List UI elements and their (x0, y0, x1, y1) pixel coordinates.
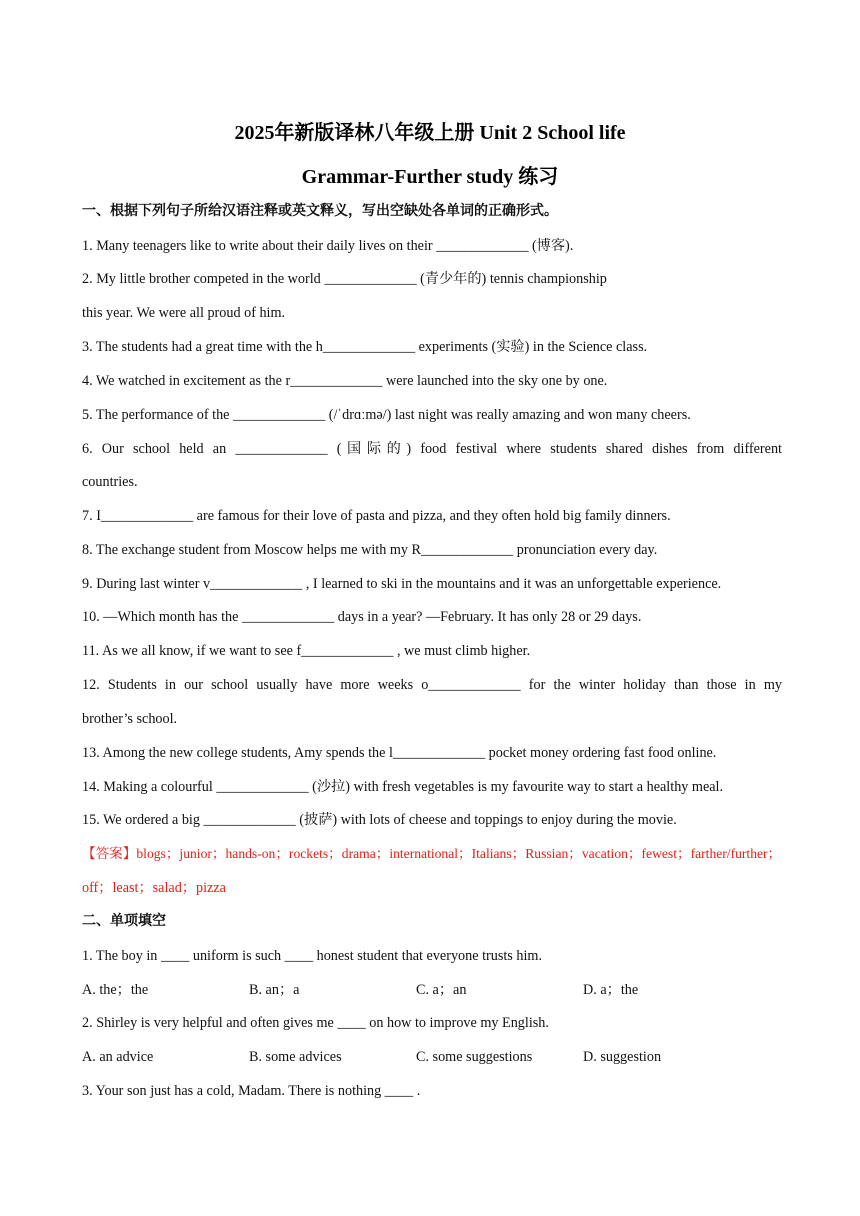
option-c: C. a；an (416, 982, 467, 998)
option-a: A. an advice (82, 1049, 154, 1065)
exercise-line: 15. We ordered a big _____________ (披萨) with lots of cheese and toppings to enjoy during the movie. (82, 812, 677, 828)
answer-tag: 【答案】 (82, 846, 137, 861)
exercise-line: 12. Students in our school usually have more weeks o_____________ for the winter holiday than those in my (82, 677, 782, 693)
answer-key-line: off；least；salad；pizza (82, 880, 226, 896)
exercise-line: countries. (82, 474, 138, 490)
question-3: 3. Your son just has a cold, Madam. There is nothing ____ . (82, 1083, 421, 1099)
option-b: B. an；a (249, 982, 300, 998)
exercise-line: 7. I_____________ are famous for their love of pasta and pizza, and they often hold big family dinners. (82, 508, 671, 524)
option-a: A. the；the (82, 982, 149, 998)
question-2: 2. Shirley is very helpful and often gives me ____ on how to improve my English. (82, 1015, 549, 1031)
option-d: D. suggestion (583, 1049, 662, 1065)
exercise-line: 9. During last winter v_____________ , I learned to ski in the mountains and it was an unforgettable experience. (82, 576, 722, 592)
exercise-line: this year. We were all proud of him. (82, 305, 286, 321)
exercise-line: 11. As we all know, if we want to see f_____________ , we must climb higher. (82, 643, 531, 659)
exercise-line: 2. My little brother competed in the world _____________ (青少年的) tennis championship (82, 271, 607, 287)
section-1-heading: 一、根据下列句子所给汉语注释或英文释义，写出空缺处各单词的正确形式。 (82, 204, 558, 219)
exercise-line: brother’s school. (82, 711, 178, 727)
option-b: B. some advices (249, 1049, 342, 1065)
exercise-line: 5. The performance of the _____________ (/ˈdrɑːmə/) last night was really amazing and won many cheers. (82, 407, 691, 423)
exercise-line: 13. Among the new college students, Amy spends the l_____________ pocket money ordering fast food online. (82, 745, 717, 761)
option-d: D. a；the (583, 982, 639, 998)
exercise-line: 6. Our school held an _____________ (国际的) food festival where students shared dishes from different (82, 441, 782, 457)
section-2-heading: 二、单项填空 (82, 914, 166, 929)
question-1: 1. The boy in ____ uniform is such ____ honest student that everyone trusts him. (82, 948, 542, 964)
answer-text: blogs；junior；hands-on；rockets；drama；international；Italians；Russian；vacation；fewest；farther/further； (136, 846, 782, 861)
exercise-line: 10. —Which month has the _____________ days in a year? —February. It has only 28 or 29 days. (82, 609, 642, 625)
document-subtitle: Grammar-Further study 练习 (301, 166, 559, 188)
answer-key-line (82, 844, 782, 864)
exercise-line: 3. The students had a great time with the h_____________ experiments (实验) in the Science class. (82, 339, 648, 355)
document-title: 2025年新版译林八年级上册 Unit 2 School life (234, 122, 626, 144)
exercise-line: 14. Making a colourful _____________ (沙拉) with fresh vegetables is my favourite way to start a healthy meal. (82, 779, 724, 795)
exercise-line: 8. The exchange student from Moscow helps me with my R_____________ pronunciation every day. (82, 542, 658, 558)
exercise-line: 1. Many teenagers like to write about their daily lives on their _____________ (博客). (82, 238, 574, 254)
exercise-line: 4. We watched in excitement as the r_____________ were launched into the sky one by one. (82, 373, 608, 389)
option-c: C. some suggestions (416, 1049, 533, 1065)
